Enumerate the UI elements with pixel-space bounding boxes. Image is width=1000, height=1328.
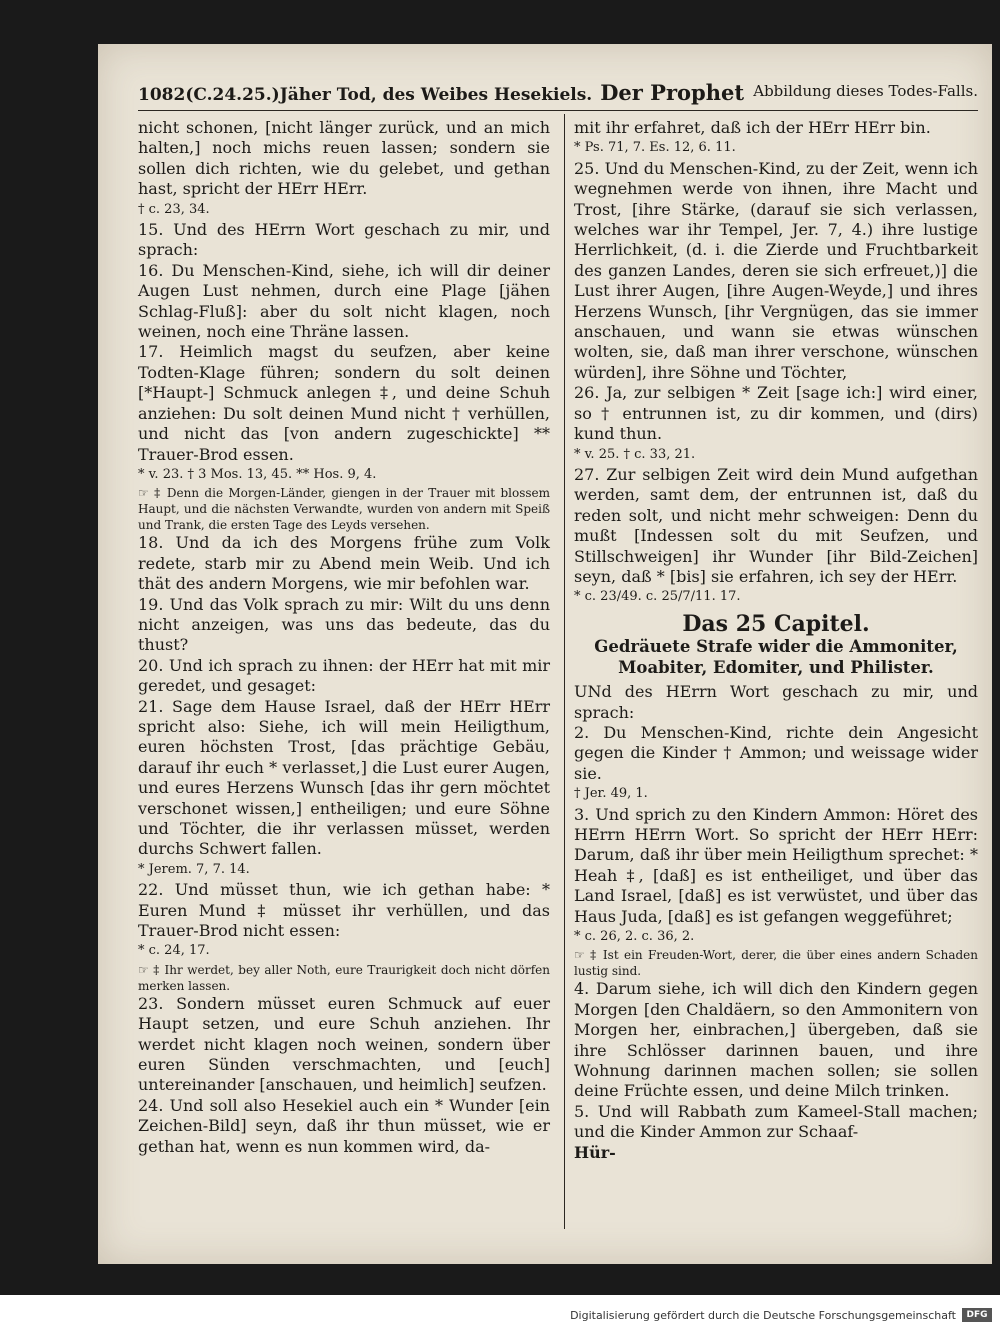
header-rule — [138, 110, 978, 111]
cross-reference: † c. 23, 34. — [138, 201, 210, 217]
verse-18: 18. Und da ich des Morgens frühe zum Volk redete, starb mir zu Abend mein Weib. Und ich thät des andern Morgens, wie mir befohlen war. — [138, 533, 550, 594]
catchword: Hür- — [574, 1142, 616, 1162]
verse-1: UNd des HErrn Wort geschach zu mir, und sprach: — [574, 682, 978, 722]
cross-reference: * v. 23. † 3 Mos. 13, 45. ** Hos. 9, 4. — [138, 466, 377, 482]
verse-26: 26. Ja, zur selbigen * Zeit [sage ich:] wird einer, so † entrunnen ist, zu dir kommen, und (dirs) kund thun. — [574, 383, 978, 444]
footnote: ☞ ‡ Denn die Morgen-Länder, giengen in der Trauer mit blossem Haupt, und die nächsten Verwandte, wurden von andern mit Speiß und Trank, die ersten Tage des Leyds versehen. — [138, 486, 550, 533]
chapter-heading: Das 25 Capitel. — [682, 610, 870, 637]
cross-reference: † Jer. 49, 1. — [574, 786, 648, 802]
header-title: Der Prophet — [600, 80, 745, 105]
column-divider — [564, 114, 565, 1229]
cross-reference: * Ps. 71, 7. Es. 12, 6. 11. — [574, 140, 736, 156]
verse-4: 4. Darum siehe, ich will dich den Kindern gegen Morgen [den Chaldäern, so den Ammonitern von Morgen her, einbrachen,] übergeben, daß sie ihre Schlösser darinnen bauen, und ihre Wohnung darinnen machen sollen; sie sollen deine Früchte essen, und deine Milch trinken. — [574, 979, 978, 1101]
verse-text: nicht schonen, [nicht länger zurück, und an mich halten,] noch michs reuen lassen; sondern sie sollen dich richten, wie du gelebet, und gethan hast, spricht der HErr HErr. — [138, 118, 550, 199]
page-header — [138, 80, 978, 105]
cross-reference: * Jerem. 7, 7. 14. — [138, 861, 250, 877]
book-page — [98, 44, 992, 1264]
dfg-logo: DFG — [962, 1308, 992, 1322]
running-title: Abbildung dieses Todes-Falls. — [753, 82, 978, 100]
verse-3: 3. Und sprich zu den Kindern Ammon: Höret des HErrn HErrn Wort. So spricht der HErr HErr: Darum, daß ihr über mein Heiligthum sprechet: * Heah ‡, [daß] es ist entheiliget, und über das Land Israel, [daß] es ist verwüstet, und über das Haus Juda, [daß] es ist gefangen weggeführet; — [574, 804, 978, 926]
verse-5: 5. Und will Rabbath zum Kameel-Stall machen; und die Kinder Ammon zur Schaaf- — [574, 1101, 978, 1142]
verse-16: 16. Du Menschen-Kind, siehe, ich will dir deiner Augen Lust nehmen, durch eine Plage [jähen Schlag-Fluß]: aber du solt nicht klagen, noch weinen, noch eine Thräne lassen. — [138, 260, 550, 342]
footer — [0, 1306, 1000, 1326]
verse-27: 27. Zur selbigen Zeit wird dein Mund aufgethan werden, samt dem, der entrunnen ist, daß du reden solt, und nicht mehr schweigen: Denn du mußt [Indessen solt du mit Seufzen, und Stillschweigen] ihr Wunder [ihr Bild-Zeichen] seyn, daß * [bis] sie erfahren, ich sey der HErr. — [574, 464, 978, 586]
verse-25: 25. Und du Menschen-Kind, zu der Zeit, wenn ich wegnehmen werde von ihnen, ihre Macht und Trost, [ihre Stärke, (darauf sie sich verlassen, welches war ihr Tempel, Jer. 7, 4.) ihre lustige Herrlichkeit, (d. i. die Zierde und Fruchtbarkeit des ganzen Landes, deren sie sich erfreuet,)] die Lust ihrer Augen, [ihre Augen-Weyde,] und ihres Herzens Wunsch, [ihr Vergnügen, das sie immer anschauen, und wann sie etwas wünschen wolten, sie, daß man ihrer verschone, wünschen würden], ihre Söhne und Töchter, — [574, 158, 978, 382]
funding-notice: Digitalisierung gefördert durch die Deutsche Forschungsgemeinschaft — [570, 1309, 956, 1322]
chapter-summary: Gedräuete Strafe wider die Ammoniter, Moabiter, Edomiter, und Philister. — [594, 637, 958, 678]
cross-reference: * v. 25. † c. 33, 21. — [574, 446, 696, 462]
cross-reference: * c. 26, 2. c. 36, 2. — [574, 929, 695, 945]
verse-21: 21. Sage dem Hause Israel, daß der HErr HErr spricht also: Siehe, ich will mein Heiligthum, euren höchsten Trost, [das prächtige Gebäu, darauf ihr euch * verlasset,] die Lust eurer Augen, und eures Herzens Wunsch [das ihr gern möchtet verschonet wissen,] entheiligen; und eure Söhne und Töchter, die ihr verlassen müsset, werden durchs Schwert fallen. — [138, 696, 550, 859]
verse-19: 19. Und das Volk sprach zu mir: Wilt du uns denn nicht anzeigen, was uns das bedeute, das du thust? — [138, 594, 550, 655]
left-column — [138, 118, 550, 1157]
verse-22: 22. Und müsset thun, wie ich gethan habe: * Euren Mund ‡ müsset ihr verhüllen, und das Trauer-Brod nicht essen: — [138, 880, 550, 941]
right-column — [574, 118, 978, 1163]
footnote: ☞ ‡ Ist ein Freuden-Wort, derer, die über eines andern Schaden lustig sind. — [574, 948, 978, 979]
verse-20: 20. Und ich sprach zu ihnen: der HErr hat mit mir geredet, und gesaget: — [138, 655, 550, 696]
footnote: ☞ ‡ Ihr werdet, bey aller Noth, eure Traurigkeit doch nicht dörfen merken lassen. — [138, 962, 550, 993]
page-reference: 1082(C.24.25.)Jäher Tod, des Weibes Hesekiels. — [138, 85, 593, 105]
cross-reference: * c. 24, 17. — [138, 943, 210, 959]
verse-2: 2. Du Menschen-Kind, richte dein Angesicht gegen die Kinder † Ammon; und weissage wider sie. — [574, 722, 978, 783]
verse-23: 23. Sondern müsset euren Schmuck auf euer Haupt setzen, und eure Schuh anziehen. Ihr werdet nicht klagen noch weinen, sondern über euren Sünden verschmachten, und [euch] untereinander [anschauen, und heimlich] seufzen. — [138, 993, 550, 1095]
verse-17: 17. Heimlich magst du seufzen, aber keine Todten-Klage führen; sondern du solt deinen [*Haupt-] Schmuck anlegen ‡, und deine Schuh anziehen: Du solt deinen Mund nicht † verhüllen, und nicht das [von andern zugeschickte] ** Trauer-Brod essen. — [138, 342, 550, 464]
verse-text: mit ihr erfahret, daß ich der HErr HErr bin. — [574, 118, 931, 137]
verse-15: 15. Und des HErrn Wort geschach zu mir, und sprach: — [138, 220, 550, 260]
cross-reference: * c. 23/49. c. 25/7/11. 17. — [574, 589, 741, 605]
verse-24: 24. Und soll also Hesekiel auch ein * Wunder [ein Zeichen-Bild] seyn, daß ihr thun müsset, wie er gethan hat, wenn es nun kommen wird, da- — [138, 1095, 550, 1156]
